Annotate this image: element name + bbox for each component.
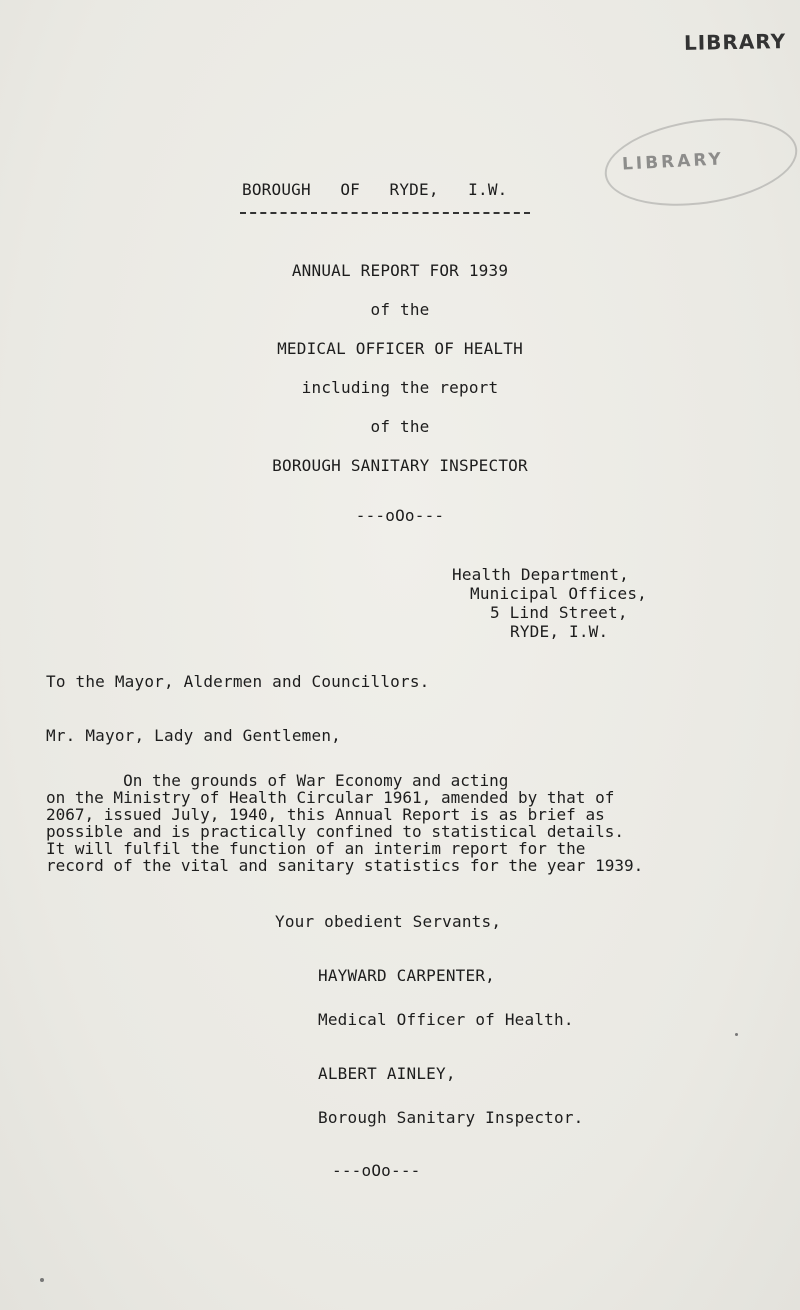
end-separator: ---oOo--- — [332, 1161, 421, 1180]
signatory2-title: Borough Sanitary Inspector. — [318, 1108, 584, 1127]
address-line1: Health Department, — [452, 565, 629, 584]
letter-closing: Your obedient Servants, — [275, 912, 502, 931]
letter-body-line4: possible and is practically confined to statistical details. — [46, 822, 624, 841]
heading-underline — [240, 212, 530, 214]
borough-heading: BOROUGH OF RYDE, I.W. — [242, 180, 508, 199]
signatory1-title: Medical Officer of Health. — [318, 1010, 574, 1029]
signatory2-name: ALBERT AINLEY, — [318, 1064, 456, 1083]
letter-salutation: Mr. Mayor, Lady and Gentlemen, — [46, 726, 341, 745]
address-line2: Municipal Offices, — [470, 584, 647, 603]
paper-speck — [40, 1278, 44, 1282]
letter-body-line1: On the grounds of War Economy and acting — [46, 771, 509, 790]
letter-body-line5: It will fulfil the function of an interim report for the — [46, 839, 586, 858]
letter-body-line6: record of the vital and sanitary statistics for the year 1939. — [46, 856, 644, 875]
letter-body-line2: on the Ministry of Health Circular 1961, amended by that of — [46, 788, 615, 807]
address-line4: RYDE, I.W. — [510, 622, 609, 641]
paper-speck — [735, 1033, 738, 1036]
report-title-line1: ANNUAL REPORT FOR 1939 — [291, 261, 509, 280]
signatory1-name: HAYWARD CARPENTER, — [318, 966, 495, 985]
library-stamp-oval-text: LIBRARY — [621, 149, 725, 175]
report-title-line2: of the — [370, 300, 430, 319]
report-title-line5: of the — [370, 417, 430, 436]
report-title-line4: including the report — [301, 378, 499, 397]
report-title-line6: BOROUGH SANITARY INSPECTOR — [272, 456, 528, 475]
letter-addressee: To the Mayor, Aldermen and Councillors. — [46, 672, 430, 691]
report-title-line3: MEDICAL OFFICER OF HEALTH — [277, 339, 523, 358]
address-line3: 5 Lind Street, — [490, 603, 628, 622]
title-separator: ---oOo--- — [355, 506, 445, 525]
letter-body-line3: 2067, issued July, 1940, this Annual Report is as brief as — [46, 805, 605, 824]
library-stamp-top: LIBRARY — [683, 29, 787, 55]
